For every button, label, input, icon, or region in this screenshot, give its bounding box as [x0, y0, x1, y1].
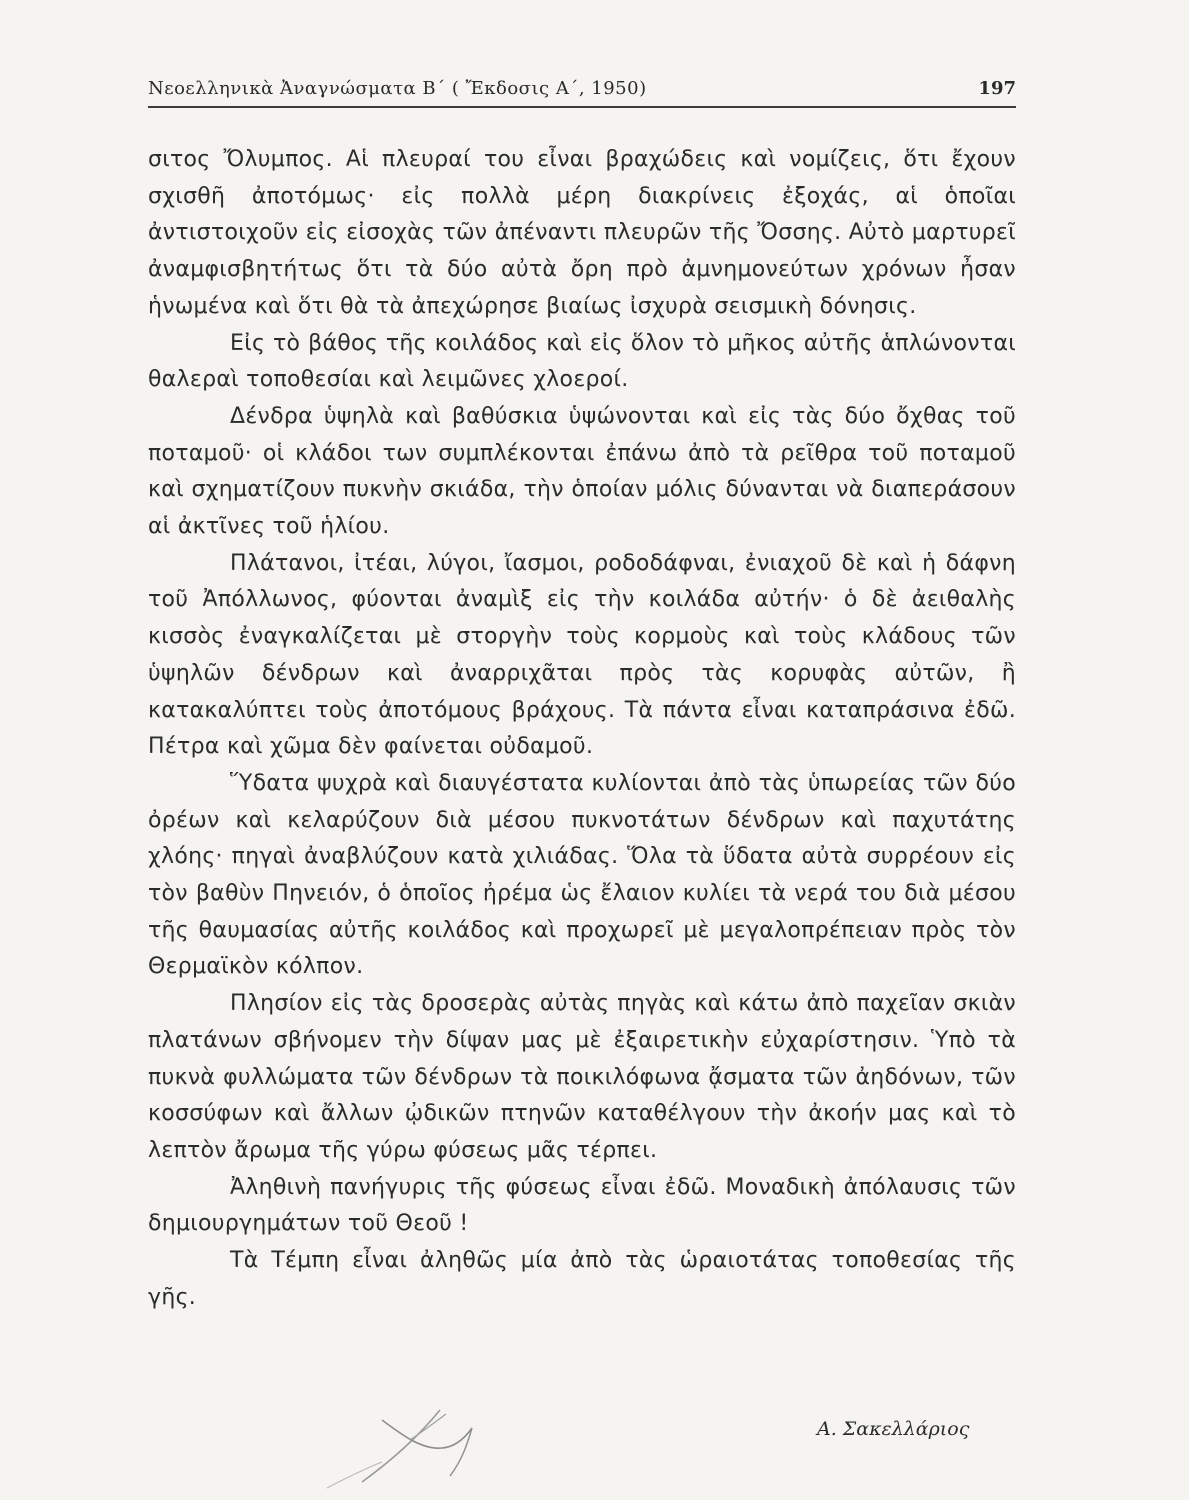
paragraph-3: Δένδρα ὑψηλὰ καὶ βαθύσκια ὑψώνονται καὶ εἰς τὰς δύο ὄχθας τοῦ ποταμοῦ· οἱ κλάδοι των συμπλέκονται ἐπάνω ἀπὸ τὰ ρεῖθρα τοῦ ποταμοῦ καὶ σχηματίζουν πυκνὴν σκιάδα, τὴν ὁποίαν μόλις δύνανται νὰ διαπεράσουν αἱ ἀκτῖνες τοῦ ἡλίου. — [148, 403, 1016, 540]
running-title: Νεοελληνικὰ Ἀναγνώσματα Β΄ ( Ἔκδοσις Α΄, 1950) — [148, 78, 647, 99]
paragraph-6: Πλησίον εἰς τὰς δροσερὰς αὐτὰς πηγὰς καὶ κάτω ἀπὸ παχεῖαν σκιὰν πλατάνων σβήνομεν τὴν δίψαν μας μὲ ἐξαιρετικὴν εὐχαρίστησιν. Ὑπὸ τὰ πυκνὰ φυλλώματα τῶν δένδρων τὰ ποικιλόφωνα ᾄσματα τῶν ἀηδόνων, τῶν κοσσύφων καὶ ἄλλων ᾠδικῶν πτηνῶν καταθέλγουν τὴν ἀκοήν μας καὶ τὸ λεπτὸν ἄρωμα τῆς γύρω φύσεως μᾶς τέρπει. — [148, 991, 1016, 1163]
paragraph-2: Εἰς τὸ βάθος τῆς κοιλάδος καὶ εἰς ὅλον τὸ μῆκος αὐτῆς ἁπλώνονται θαλεραὶ τοποθεσίαι καὶ λειμῶνες χλοεροί. — [148, 330, 1016, 393]
paragraph-8: Τὰ Τέμπη εἶναι ἀληθῶς μία ἀπὸ τὰς ὡραιοτάτας τοποθεσίας τῆς γῆς. — [148, 1248, 1016, 1310]
pencil-scribble-icon — [322, 1390, 512, 1490]
page-number: 197 — [978, 78, 1016, 99]
paragraph-7: Ἀληθινὴ πανήγυρις τῆς φύσεως εἶναι ἐδῶ. Μοναδικὴ ἀπόλαυσις τῶν δημιουργημάτων τοῦ Θεοῦ ! — [148, 1174, 1016, 1237]
paragraph-1: σιτος Ὄλυμπος. Αἱ πλευραί του εἶναι βραχώδεις καὶ νομίζεις, ὅτι ἔχουν σχισθῆ ἀποτόμως· εἰς πολλὰ μέρη διακρίνεις ἐξοχάς, αἱ ὁποῖαι ἀντιστοιχοῦν εἰς εἰσοχὰς τῶν ἀπέναντι πλευρῶν τῆς Ὄσσης. Αὐτὸ μαρτυρεῖ ἀναμφισβητήτως ὅτι τὰ δύο αὐτὰ ὄρη πρὸ ἀμνημονεύτων χρόνων ἦσαν ἡνωμένα καὶ ὅτι θὰ τὰ ἀπεχώρησε βιαίως ἰσχυρὰ σεισμικὴ δόνησις. — [148, 147, 1016, 319]
paragraph-5: Ὕδατα ψυχρὰ καὶ διαυγέστατα κυλίονται ἀπὸ τὰς ὑπωρείας τῶν δύο ὀρέων καὶ κελαρύζουν διὰ μέσου πυκνοτάτων δένδρων καὶ παχυτάτης χλόης· πηγαὶ ἀναβλύζουν κατὰ χιλιάδας. Ὅλα τὰ ὕδατα αὐτὰ συρρέουν εἰς τὸν βαθὺν Πηνειόν, ὁ ὁποῖος ἠρέμα ὡς ἔλαιον κυλίει τὰ νερά του διὰ μέσου τῆς θαυμασίας αὐτῆς κοιλάδος καὶ προχωρεῖ μὲ μεγαλοπρέπειαν πρὸς τὸν Θερμαϊκὸν κόλπον. — [148, 770, 1016, 980]
page-header — [148, 76, 1016, 108]
author-signature: Α. Σακελλάριος — [817, 1418, 970, 1440]
paragraph-4: Πλάτανοι, ἰτέαι, λύγοι, ἴασμοι, ροδοδάφναι, ἐνιαχοῦ δὲ καὶ ἡ δάφνη τοῦ Ἀπόλλωνος, φύονται ἀναμὶξ εἰς τὴν κοιλάδα αὐτήν· ὁ δὲ ἀειθαλὴς κισσὸς ἐναγκαλίζεται μὲ στοργὴν τοὺς κορμοὺς καὶ τοὺς κλάδους τῶν ὑψηλῶν δένδρων καὶ ἀναρριχᾶται πρὸς τὰς κορυφὰς αὐτῶν, ἢ κατακαλύπτει τοὺς ἀποτόμους βράχους. Τὰ πάντα εἶναι καταπράσινα ἐδῶ. Πέτρα καὶ χῶμα δὲν φαίνεται οὐδαμοῦ. — [148, 550, 1016, 760]
article-body — [148, 142, 1016, 1317]
